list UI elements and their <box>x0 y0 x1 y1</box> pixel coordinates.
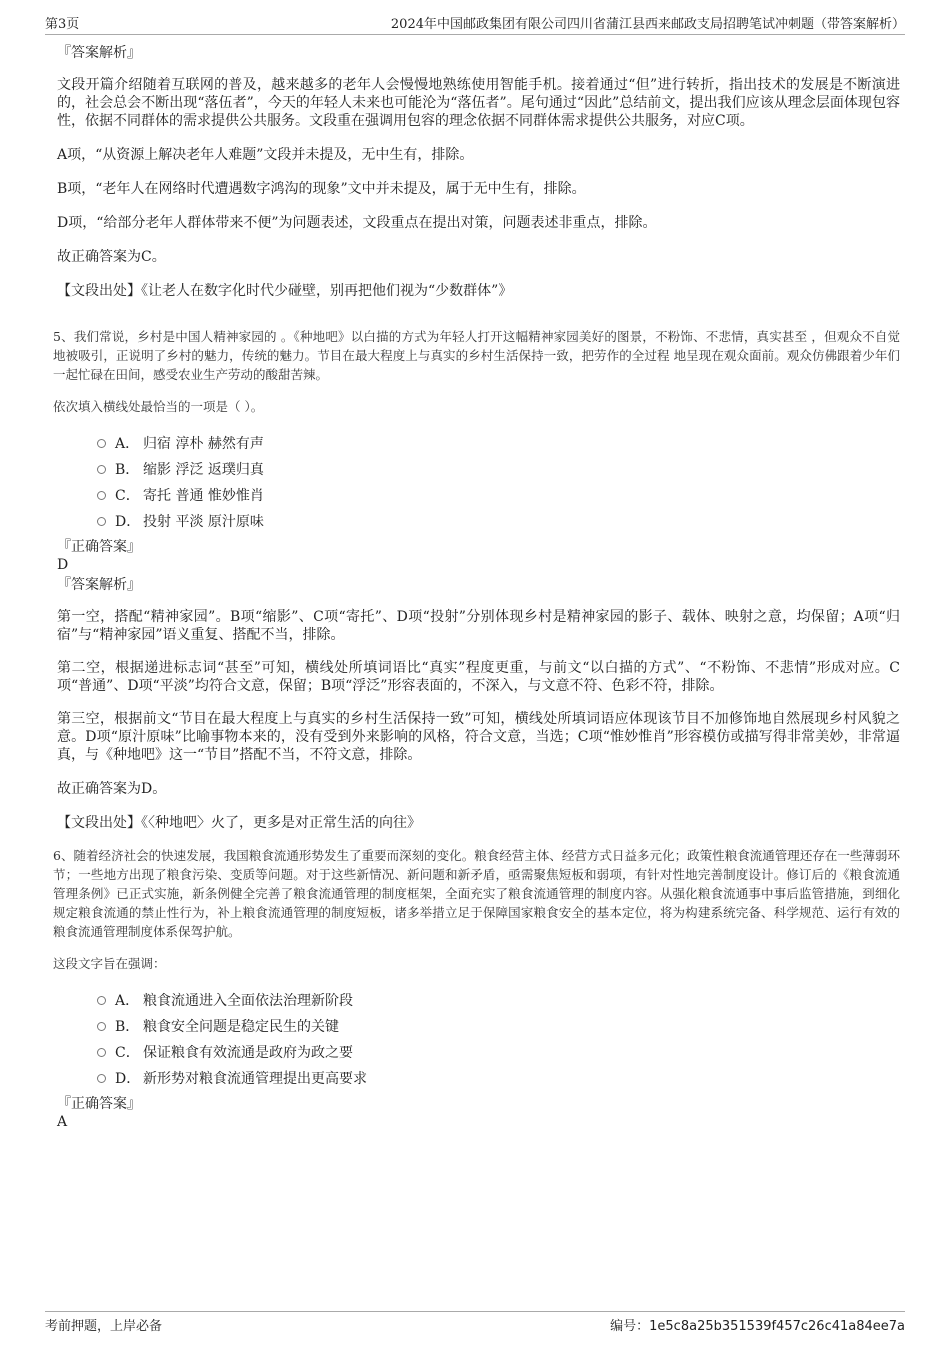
question-6 <box>53 846 900 1131</box>
option-text: 粮食安全问题是稳定民生的关键 <box>143 1019 339 1035</box>
option-letter: B． <box>115 1019 140 1035</box>
option-c[interactable] <box>97 1039 900 1065</box>
passage-source: 【文段出处】《让老人在数字化时代少碰壁，别再把他们视为“少数群体”》 <box>57 283 513 299</box>
question-prompt: 依次填入横线处最恰当的一项是（ ）。 <box>53 399 264 414</box>
radio-icon[interactable] <box>97 1048 106 1057</box>
option-b[interactable] <box>97 1013 900 1039</box>
option-letter: C． <box>115 1045 140 1061</box>
option-d[interactable] <box>97 508 900 534</box>
footer-slogan: 考前押题，上岸必备 <box>45 1319 163 1334</box>
radio-icon[interactable] <box>97 517 106 526</box>
option-letter: B． <box>115 462 140 478</box>
option-c[interactable] <box>97 482 900 508</box>
analysis-paragraph: 故正确答案为D。 <box>57 781 167 797</box>
option-letter: D． <box>115 514 141 530</box>
option-text: 新形势对粮食流通管理提出更高要求 <box>143 1071 367 1087</box>
analysis-paragraph: 第二空，根据递进标志词“甚至”可知，横线处所填词语比“真实”程度更重，与前文“以白描的方式”、“不粉饰、不悲情”形成对应。C项“普通”、D项“平淡”均符合文意，保留；B项“浮泛”形容表面的，不深入，与文意不符、色彩不符，排除。 <box>57 660 900 694</box>
radio-icon[interactable] <box>97 491 106 500</box>
option-letter: A． <box>115 993 140 1009</box>
question-5 <box>53 327 900 832</box>
option-letter: D． <box>115 1071 141 1087</box>
analysis-marker: 『答案解析』 <box>57 577 141 593</box>
option-letter: C． <box>115 488 140 504</box>
radio-icon[interactable] <box>97 1074 106 1083</box>
option-b[interactable] <box>97 456 900 482</box>
option-text: 投射 平淡 原汁原味 <box>143 514 264 530</box>
document-title: 2024年中国邮政集团有限公司四川省蒲江县西来邮政支局招聘笔试冲刺题（带答案解析） <box>390 17 905 32</box>
code-value: 1e5c8a25b351539f457c26c41a84ee7a <box>649 1319 905 1334</box>
option-text: 寄托 普通 惟妙惟肖 <box>143 488 264 504</box>
page-header <box>45 10 905 35</box>
correct-answer: D <box>57 557 69 573</box>
option-letter: A． <box>115 436 140 452</box>
options-list <box>97 987 900 1091</box>
options-list <box>97 430 900 534</box>
radio-icon[interactable] <box>97 439 106 448</box>
radio-icon[interactable] <box>97 465 106 474</box>
option-text: 缩影 浮泛 返璞归真 <box>143 462 264 478</box>
page-content <box>53 44 900 1135</box>
code-label: 编号： <box>610 1319 650 1334</box>
analysis-paragraph: 文段开篇介绍随着互联网的普及，越来越多的老年人会慢慢地熟练使用智能手机。接着通过“但”进行转折，指出技术的发展是不断演进的，社会总会不断出现“落伍者”，今天的年轻人未来也可能沦为“落伍者”。尾句通过“因此”总结前文，提出我们应该从理念层面体现包容性，依据不同群体的需求提供公共服务。文段重在强调用包容的理念依据不同群体需求提供公共服务，对应C项。 <box>57 77 900 129</box>
option-a[interactable] <box>97 987 900 1013</box>
radio-icon[interactable] <box>97 1022 106 1031</box>
option-text: 粮食流通进入全面依法治理新阶段 <box>143 993 353 1009</box>
question-prompt: 这段文字旨在强调： <box>53 956 166 971</box>
analysis-paragraph: 第三空，根据前文“节目在最大程度上与真实的乡村生活保持一致”可知，横线处所填词语应体现该节目不加修饰地自然展现乡村风貌之意。D项“原汁原味”比喻事物本来的，没有受到外来影响的风格，符合文意，当选；C项“惟妙惟肖”形容模仿或描写得非常美妙，非常逼真，与《种地吧》这一“节目”搭配不当，不符文意，排除。 <box>57 711 900 763</box>
analysis-marker: 『答案解析』 <box>57 45 141 61</box>
document-code <box>610 1315 905 1334</box>
analysis-paragraph: 故正确答案为C。 <box>57 249 166 265</box>
correct-answer: A <box>57 1114 68 1130</box>
option-a[interactable] <box>97 430 900 456</box>
option-text: 归宿 淳朴 赫然有声 <box>143 436 264 452</box>
radio-icon[interactable] <box>97 996 106 1005</box>
question-text: 6、随着经济社会的快速发展，我国粮食流通形势发生了重要而深刻的变化。粮食经营主体、经营方式日益多元化；政策性粮食流通管理还存在一些薄弱环节；一些地方出现了粮食污染、变质等问题。对于这些新情况、新问题和新矛盾，亟需聚焦短板和弱项，有针对性地完善制度设计。修订后的《粮食流通管理条例》已正式实施，新条例健全完善了粮食流通管理的制度框架，全面充实了粮食流通管理的制度内容。从强化粮食流通事中事后监管措施，到细化规定粮食流通的禁止性行为，补上粮食流通管理的制度短板，诸多举措立足于保障国家粮食安全的基本定位，将为构建系统完备、科学规范、运行有效的粮食流通管理制度体系保驾护航。 <box>53 848 900 939</box>
option-text: 保证粮食有效流通是政府为政之要 <box>143 1045 353 1061</box>
question-text: 5、我们常说，乡村是中国人精神家园的 。《种地吧》以白描的方式为年轻人打开这幅精神家园美好的图景，不粉饰、不悲情，真实甚至 ，但观众不自觉地被吸引，正说明了乡村的魅力，传统的魅力。节目在最大程度上与真实的乡村生活保持一致，把劳作的全过程 地呈现在观众面前。观众仿佛跟着少年们一起忙碌在田间，感受农业生产劳动的酸甜苦辣。 <box>53 329 900 382</box>
q4-analysis <box>57 44 900 300</box>
analysis-paragraph: D项，“给部分老年人群体带来不便”为问题表述，文段重点在提出对策，问题表述非重点，排除。 <box>57 215 657 231</box>
passage-source: 【文段出处】《〈种地吧〉火了，更多是对正常生活的向往》 <box>57 815 421 831</box>
page-number: 第3页 <box>45 17 80 32</box>
analysis-paragraph: B项，“老年人在网络时代遭遇数字鸿沟的现象”文中并未提及，属于无中生有，排除。 <box>57 181 586 197</box>
analysis-paragraph: 第一空，搭配“精神家园”。B项“缩影”、C项“寄托”、D项“投射”分别体现乡村是精神家园的影子、载体、映射之意，均保留；A项“归宿”与“精神家园”语义重复、搭配不当，排除。 <box>57 609 900 643</box>
correct-answer-marker: 『正确答案』 <box>57 539 141 555</box>
analysis-paragraph: A项，“从资源上解决老年人难题”文段并未提及，无中生有，排除。 <box>57 147 474 163</box>
page-footer <box>45 1311 905 1334</box>
option-d[interactable] <box>97 1065 900 1091</box>
correct-answer-marker: 『正确答案』 <box>57 1096 141 1112</box>
